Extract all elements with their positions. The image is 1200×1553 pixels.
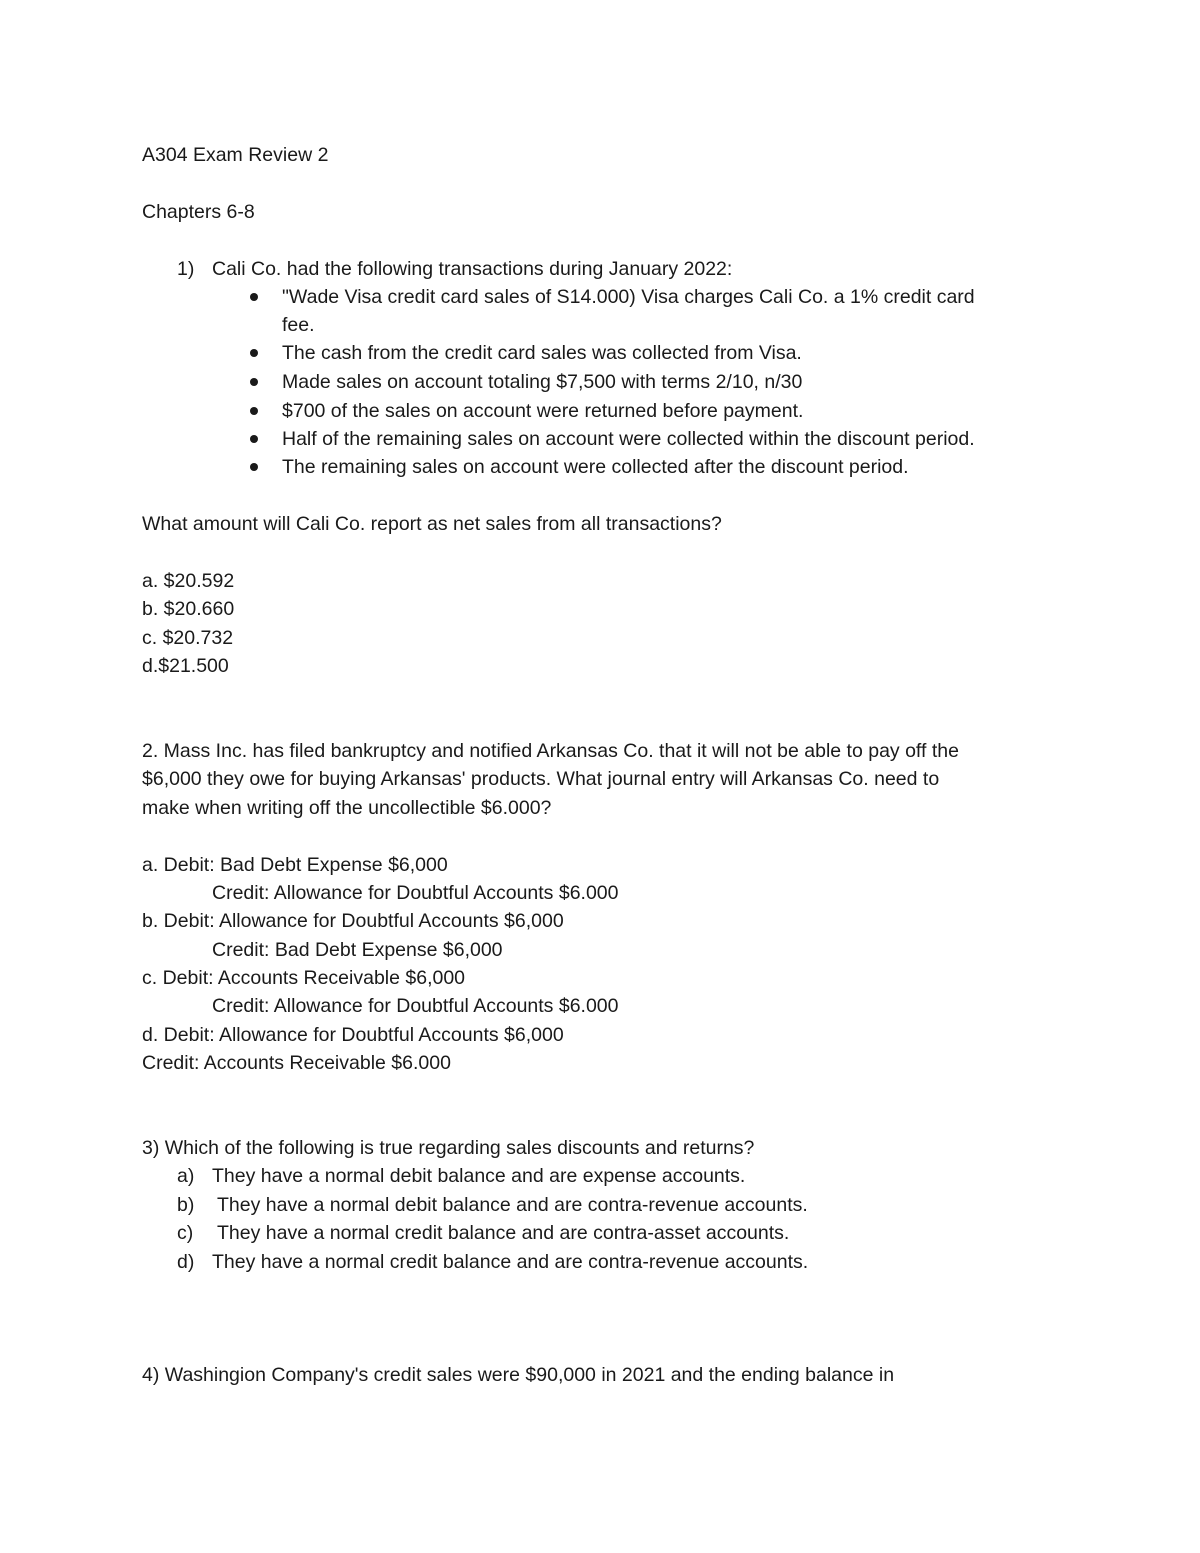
q1-bullet-5: Half of the remaining sales on account were collected within the discount period. [282, 428, 975, 450]
q2-option-b-credit: Credit: Bad Debt Expense $6,000 [212, 939, 503, 961]
q2-option-c-debit: c. Debit: Accounts Receivable $6,000 [142, 967, 466, 989]
q1-option-d: d.$21.500 [142, 655, 229, 677]
q3-option-b-text: They have a normal debit balance and are contra-revenue accounts. [217, 1194, 808, 1216]
bullet-icon [250, 349, 258, 357]
q1-stem: Cali Co. had the following transactions during January 2022: [212, 258, 733, 280]
q1-bullet-4: $700 of the sales on account were returned before payment. [282, 400, 804, 422]
bullet-icon [250, 378, 258, 386]
q1-question: What amount will Cali Co. report as net sales from all transactions? [142, 513, 722, 535]
q1-bullet-6: The remaining sales on account were collected after the discount period. [282, 456, 909, 478]
q3-option-a-text: They have a normal debit balance and are expense accounts. [212, 1165, 746, 1187]
q2-stem-line-1: 2. Mass Inc. has filed bankruptcy and notified Arkansas Co. that it will not be able to pay off the [142, 740, 959, 762]
bullet-icon [250, 293, 258, 301]
q2-stem-line-2: $6,000 they owe for buying Arkansas' products. What journal entry will Arkansas Co. need to [142, 768, 940, 790]
q2-option-c-credit: Credit: Allowance for Doubtful Accounts $6.000 [212, 995, 619, 1017]
q2-stem-line-3: make when writing off the uncollectible $6.000? [142, 797, 552, 819]
q2-option-d-credit: Credit: Accounts Receivable $6.000 [142, 1052, 451, 1074]
bullet-icon [250, 463, 258, 471]
q3-stem: 3) Which of the following is true regarding sales discounts and returns? [142, 1137, 755, 1159]
q1-number: 1) [177, 258, 195, 280]
q2-option-a-credit: Credit: Allowance for Doubtful Accounts $6.000 [212, 882, 619, 904]
bullet-icon [250, 407, 258, 415]
q1-bullet-1: "Wade Visa credit card sales of S14.000) Visa charges Cali Co. a 1% credit card [282, 286, 975, 308]
q3-option-c-label: c) [177, 1222, 194, 1244]
q3-option-a-label: a) [177, 1165, 195, 1187]
q3-option-b-label: b) [177, 1194, 195, 1216]
bullet-icon [250, 435, 258, 443]
q3-option-d-text: They have a normal credit balance and are contra-revenue accounts. [212, 1251, 809, 1273]
page-title: A304 Exam Review 2 [142, 144, 329, 166]
chapters-subtitle: Chapters 6-8 [142, 201, 255, 223]
q1-option-a: a. $20.592 [142, 570, 235, 592]
q1-bullet-3: Made sales on account totaling $7,500 with terms 2/10, n/30 [282, 371, 803, 393]
q2-option-a-debit: a. Debit: Bad Debt Expense $6,000 [142, 854, 448, 876]
q2-option-b-debit: b. Debit: Allowance for Doubtful Accounts $6,000 [142, 910, 564, 932]
q1-bullet-1-cont: fee. [282, 314, 315, 336]
q1-option-c: c. $20.732 [142, 627, 234, 649]
q1-bullet-2: The cash from the credit card sales was collected from Visa. [282, 342, 802, 364]
q2-option-d-debit: d. Debit: Allowance for Doubtful Accounts $6,000 [142, 1024, 564, 1046]
q3-option-c-text: They have a normal credit balance and are contra-asset accounts. [217, 1222, 790, 1244]
q3-option-d-label: d) [177, 1251, 195, 1273]
q4-stem: 4) Washingion Company's credit sales were $90,000 in 2021 and the ending balance in [142, 1364, 895, 1386]
q1-option-b: b. $20.660 [142, 598, 235, 620]
